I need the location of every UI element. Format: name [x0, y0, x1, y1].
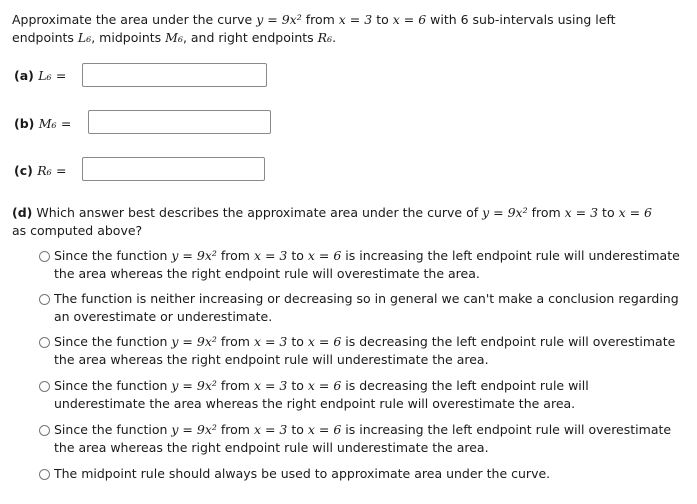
- option-text: is increasing the left endpoint rule will underestimate the area whereas the right endpoint rule will overestimate the area.: [54, 248, 680, 281]
- option-text: Since the function: [54, 334, 172, 349]
- part-a-label: [14, 67, 66, 85]
- prompt-text: endpoints: [12, 30, 78, 45]
- answer-input-r6[interactable]: [82, 157, 265, 181]
- option-text: to: [287, 378, 308, 393]
- option-1[interactable]: [40, 247, 680, 283]
- option-text: is increasing the left endpoint rule will overestimate the area whereas the right endpoint rule will underestimate the area.: [54, 422, 672, 455]
- prompt-text: with 6 sub-intervals using left: [426, 12, 616, 27]
- curve-equation: y = 9x²: [171, 334, 217, 349]
- option-text: is decreasing the left endpoint rule will underestimate the area whereas the right endpoint rule will overestimate the area.: [54, 378, 589, 411]
- option-text: from: [216, 378, 254, 393]
- radio-button[interactable]: [39, 381, 50, 392]
- part-symbol: M₆: [38, 116, 57, 131]
- question-text: from: [527, 205, 565, 220]
- symbol-r6: R₆: [317, 30, 333, 45]
- part-letter: (c): [14, 163, 33, 178]
- option-text: to: [287, 248, 308, 263]
- x-start: x = 3: [253, 422, 288, 437]
- x-end: x = 6: [307, 378, 342, 393]
- x-start: x = 3: [564, 205, 599, 220]
- prompt-text: from: [301, 12, 339, 27]
- option-text: to: [287, 422, 308, 437]
- part-letter: (b): [14, 116, 35, 131]
- prompt-text: to: [372, 12, 393, 27]
- radio-button[interactable]: [39, 469, 50, 480]
- prompt-text: .: [332, 30, 337, 45]
- option-label: The function is neither increasing or decreasing so in general we can't make a conclusion regarding an overestimate or underestimate.: [54, 291, 679, 324]
- option-text: Since the function: [54, 422, 172, 437]
- curve-equation: y = 9x²: [171, 422, 217, 437]
- part-b-label: [14, 115, 71, 133]
- option-4[interactable]: [40, 377, 680, 413]
- prompt-text: Approximate the area under the curve: [12, 12, 257, 27]
- curve-equation: y = 9x²: [171, 248, 217, 263]
- x-start: x = 3: [338, 12, 373, 27]
- question-text: as computed above?: [12, 223, 143, 238]
- option-text: is decreasing the left endpoint rule will overestimate the area whereas the right endpoint rule will underestimate the area.: [54, 334, 676, 367]
- option-label: The midpoint rule should always be used to approximate area under the curve.: [54, 466, 551, 481]
- equals-sign: =: [55, 68, 67, 83]
- curve-equation: y = 9x²: [171, 378, 217, 393]
- curve-equation: y = 9x²: [482, 205, 528, 220]
- question-text: to: [598, 205, 619, 220]
- option-5[interactable]: [40, 421, 680, 457]
- x-end: x = 6: [307, 422, 342, 437]
- radio-button[interactable]: [39, 425, 50, 436]
- radio-button[interactable]: [39, 294, 50, 305]
- symbol-l6: L₆: [77, 30, 92, 45]
- option-text: to: [287, 334, 308, 349]
- option-text: Since the function: [54, 248, 172, 263]
- option-6[interactable]: [40, 465, 680, 483]
- x-start: x = 3: [253, 378, 288, 393]
- option-label: [54, 333, 680, 369]
- part-symbol: L₆: [38, 68, 52, 83]
- part-d-question: [12, 204, 687, 240]
- option-label: [54, 247, 680, 283]
- equals-sign: =: [56, 163, 67, 178]
- option-text: from: [216, 334, 254, 349]
- answer-input-l6[interactable]: [82, 63, 267, 87]
- part-letter: (d): [12, 205, 33, 220]
- option-label: [54, 421, 680, 457]
- part-letter: (a): [14, 68, 34, 83]
- part-symbol: R₆: [37, 163, 52, 178]
- option-text: Since the function: [54, 378, 172, 393]
- radio-button[interactable]: [39, 251, 50, 262]
- option-text: from: [216, 248, 254, 263]
- option-text: from: [216, 422, 254, 437]
- equals-sign: =: [60, 116, 72, 131]
- radio-button[interactable]: [39, 337, 50, 348]
- prompt-text: , midpoints: [91, 30, 166, 45]
- option-label: [54, 377, 680, 413]
- option-2[interactable]: [40, 290, 680, 326]
- question-text: Which answer best describes the approximate area under the curve of: [32, 205, 483, 220]
- option-3[interactable]: [40, 333, 680, 369]
- x-start: x = 3: [253, 334, 288, 349]
- x-end: x = 6: [618, 205, 653, 220]
- prompt-text: , and right endpoints: [182, 30, 318, 45]
- x-end: x = 6: [307, 248, 342, 263]
- question-prompt: [12, 11, 682, 47]
- symbol-m6: M₆: [165, 30, 183, 45]
- curve-equation: y = 9x²: [256, 12, 302, 27]
- x-end: x = 6: [307, 334, 342, 349]
- x-end: x = 6: [392, 12, 427, 27]
- x-start: x = 3: [253, 248, 288, 263]
- answer-input-m6[interactable]: [88, 110, 271, 134]
- part-c-label: [14, 162, 66, 180]
